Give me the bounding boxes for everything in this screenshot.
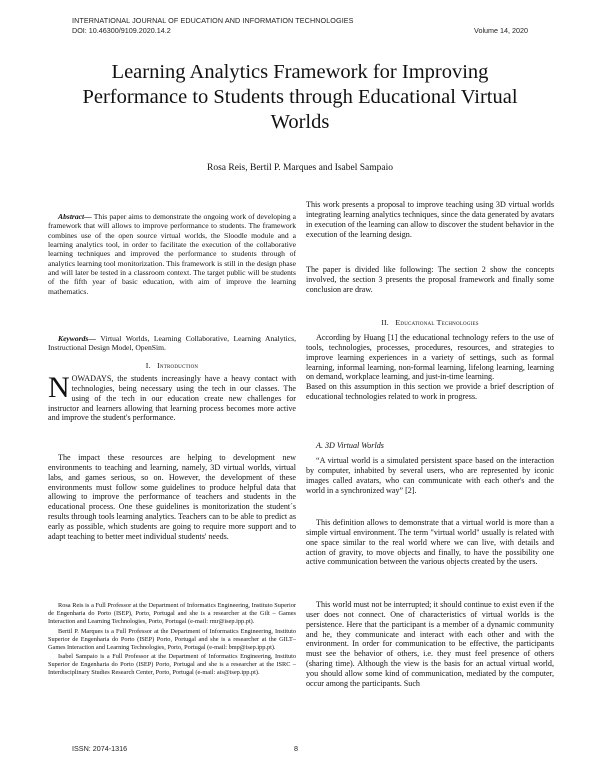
journal-name: INTERNATIONAL JOURNAL OF EDUCATION AND INFORMATION TECHNOLOGIES: [72, 16, 354, 25]
intro-paragraph-2: The impact these resources are helping to development new environments to teaching and learning, namely, 3D virtual worlds, virtual labs, and games serious, so on. However, the development of these environments must follow some guidelines to produce helpful data that allowing to improve the performance of teachers and students in the educational process. One these guidelines is monitorization the student´s results through tools learning analytics. Teachers can to be able to predict as early as possible, which students are going to require more support and to adapt teaching to better meet individual students' needs.: [48, 453, 296, 541]
paragraph-assumption: Based on this assumption in this section we provide a brief description of educational technologies related to work in progress.: [306, 382, 554, 402]
abstract-label: Abstract—: [58, 212, 92, 221]
keywords-label: Keywords—: [58, 334, 96, 343]
intro-paragraph-1-text: OWADAYS, the students increasingly have a heavy contact with technologies, being necessary using the tech in our classes. The using of the tech in our education create new challenges for instructor and learners allowing that learning process becomes more active and improve the student's performance.: [48, 374, 296, 423]
volume-info: Volume 14, 2020: [474, 26, 528, 35]
footnote-3: Isabel Sampaio is a Full Professor at the Department of Informatics Engineering, Instituto Superior de Engenharia do Porto (ISEP) Porto, Portugal and she is a researcher at the ISRC – Interdisciplinary Studies Research Center, Porto, Portugal (e-mail: ais@isep.ipp.pt).: [48, 653, 296, 677]
authors: Rosa Reis, Bertil P. Marques and Isabel Sampaio: [206, 163, 393, 173]
drop-cap: N: [48, 371, 70, 404]
section-number: II.: [381, 318, 389, 327]
section-title: Introduction: [157, 361, 199, 370]
keywords: [48, 334, 296, 353]
subsection-heading-3d-virtual-worlds: A. 3D Virtual Worlds: [316, 441, 384, 450]
right-paragraph-3: [306, 333, 554, 402]
footnote-2: Bertil P. Marques is a Full Professor at the Department of Informatics Engineering, Instituto Superior de Engenharia do Porto (ISEP) Porto, Portugal and she is a researcher at the GILT– Games Interaction and Learning Technologies, Porto, Portugal (e-mail: bmp@isep.ipp.pt).: [48, 627, 296, 651]
author-footnotes: [48, 602, 296, 679]
section-heading-introduction: [48, 361, 296, 370]
abstract: [48, 212, 296, 296]
intro-paragraph-1: [48, 371, 296, 423]
section-number: I.: [145, 361, 151, 370]
section-heading-educational-technologies: [306, 318, 554, 327]
paper-title: Learning Analytics Framework for Improving Performance to Students through Educational Virtual Worlds: [82, 61, 518, 133]
right-paragraph-definition: This definition allows to demonstrate that a virtual world is more than a simple virtual environment. The term "virtual world" usually is related with one space similar to the real world where we can live, with details and action of gravity, to move objects and finally, to have the possibility one active communication between the various objects created by the users.: [306, 518, 554, 567]
doi: DOI: 10.46300/9109.2020.14.2: [72, 26, 171, 35]
right-paragraph-persistence: This world must not be interrupted; it should continue to exist even if the user does not connect. One of characteristics of virtual worlds is the persistence. Here that the participant is a member of a dynamic community and he, they communicate and interact with each other and with the environment. In order for communication to be effective, the participants must see the behavior of others, i.e. they must feel presence of others (sharing time). Although the view is the basis for an actual virtual world, you should allow some kind of communication, mediated by the computer, occur among the participants. Such: [306, 600, 554, 688]
paragraph-huang: According by Huang [1] the educational technology refers to the use of tools, technologies, processes, procedures, resources, and strategies to improve learning experiences in a variety of settings, such as formal learning, informal learning, non-formal learning, lifelong learning, learning on demand, workplace learning, and just-in-time learning.: [306, 333, 554, 382]
issn: ISSN: 2074-1316: [72, 744, 128, 753]
right-paragraph-quote: “A virtual world is a simulated persistent space based on the interaction by computer, inhabited by several users, who are represented by iconic images called avatars, who can communicate with each other's and the world in a synchronized way” [2].: [306, 456, 554, 495]
keywords-text: Virtual Worlds, Learning Collaborative, Learning Analytics, Instructional Design Model, OpenSim.: [48, 334, 296, 353]
section-title: Educational Technologies: [395, 318, 479, 327]
right-paragraph-1: This work presents a proposal to improve teaching using 3D virtual worlds integrating learning analytics techniques, since the data generated by avatars in execution of the learning can allow to discover the student behavior in the execution of the learning design.: [306, 200, 554, 239]
footnote-1: Rosa Reis is a Full Professor at the Department of Informatics Engineering, Instituto Superior de Engenharia do Porto (ISEP), Porto, Portugal and she is a researcher at the Gilt – Games Interaction and Learning Technologies, Porto, Portugal (e-mail: rmr@isep.ipp.pt).: [48, 602, 296, 626]
right-paragraph-2: The paper is divided like following: The section 2 show the concepts involved, the section 3 presents the proposal framework and finally some conclusion are draw.: [306, 265, 554, 294]
abstract-text: This paper aims to demonstrate the ongoing work of developing a framework that will allows to improve performance to students. The framework combines use of the open source virtual worlds, the Sloodle module and a learning analytics tool, in order to facilitate the execution of the collaborative learning techniques and improved the performance to students through of analytics learning tool monitorization. This framework is still in the design phase and will later be tested in a classroom context. The target public will be students of the fifth year of basic education, with aim of improve the learning mathematics.: [48, 212, 296, 296]
page-number: 8: [294, 744, 298, 753]
